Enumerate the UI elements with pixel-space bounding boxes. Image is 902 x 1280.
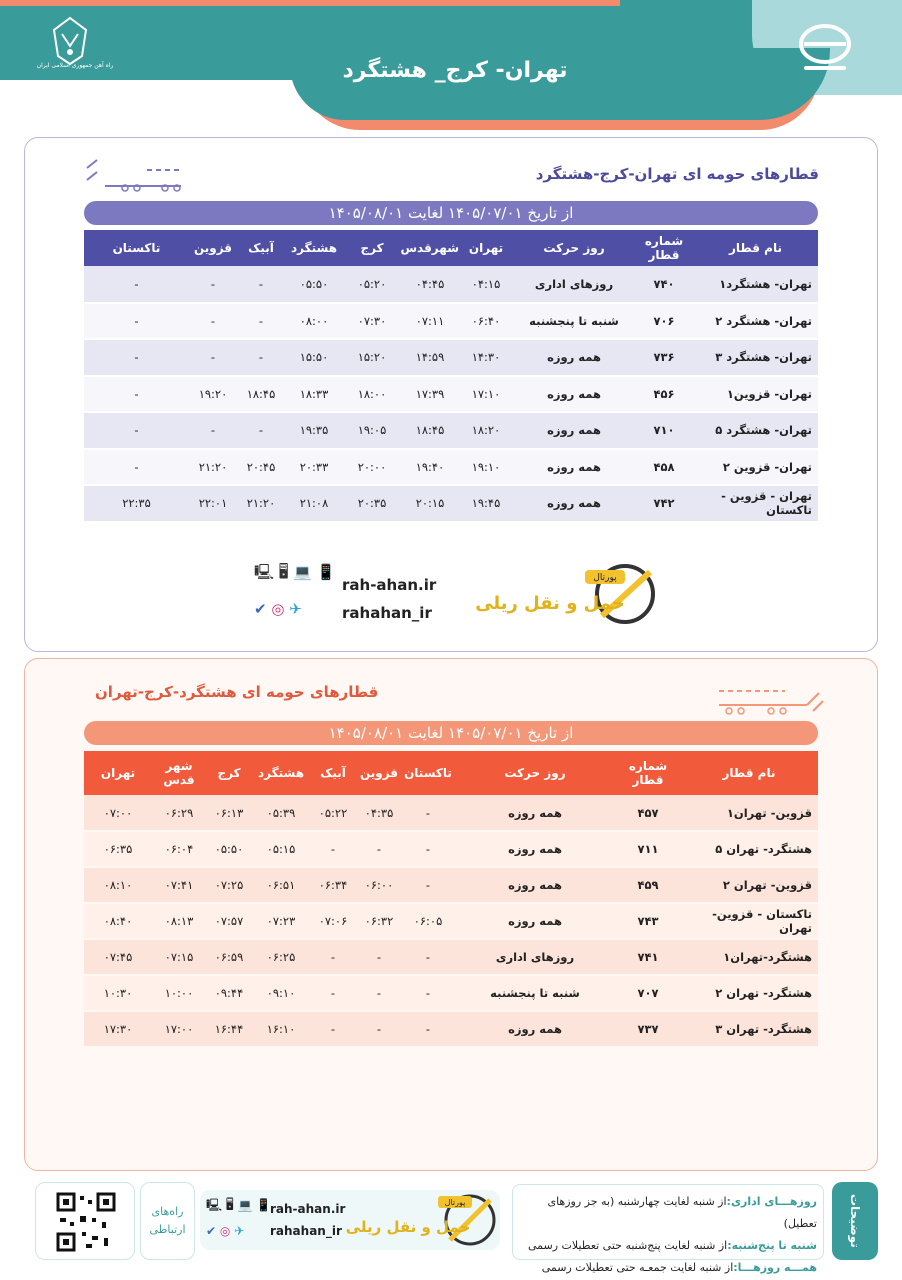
departure-time: ۱۹:۴۵ [459,485,513,522]
departure-time: - [84,449,189,486]
departure-time: - [310,1011,356,1047]
departure-time: ۰۵:۲۲ [310,795,356,831]
departure-time: - [237,412,285,449]
departure-time: ۱۷:۰۰ [152,1011,206,1047]
departure-time: - [84,303,189,340]
column-header: کرج [206,751,252,795]
departure-time: - [237,339,285,376]
departure-time: ۱۴:۵۹ [401,339,459,376]
departure-time: ۰۶:۰۰ [356,867,402,903]
train-logo-icon [790,22,860,72]
column-header: آبیک [237,230,285,266]
departure-time: ۰۷:۲۵ [206,867,252,903]
note-text: از شنبه لغایت چهارشنبه (به جز روزهای تعطیل) [547,1195,817,1230]
train-number: ۷۰۶ [635,303,693,340]
column-header: کرج [343,230,401,266]
page-title: تهران- کرج_ هشتگرد [342,58,568,83]
header-top-strip [0,0,620,6]
train-number: ۷۴۲ [635,485,693,522]
departure-time: ۱۹:۱۰ [459,449,513,486]
table-row [84,903,818,939]
departure-time: ۰۴:۳۵ [356,795,402,831]
departure-time: ۱۹:۴۰ [401,449,459,486]
departure-time: ۱۶:۱۰ [252,1011,310,1047]
table-header-row [84,230,818,266]
departure-time: ۱۰:۰۰ [152,975,206,1011]
train-number: ۷۱۱ [616,831,680,867]
departure-time: ۱۹:۲۰ [189,376,237,413]
train-name: تهران- قزوین۱ [693,376,818,413]
departure-time: ۰۷:۴۵ [84,939,152,975]
run-days: همه روزه [513,339,635,376]
departure-time: - [189,303,237,340]
run-days: همه روزه [513,449,635,486]
train-number: ۴۵۷ [616,795,680,831]
section2-timetable [84,751,818,1048]
departure-time: - [189,412,237,449]
train-number: ۴۵۶ [635,376,693,413]
qr-code[interactable] [35,1182,135,1260]
portal-label: پورتال [593,573,617,583]
departure-time: ۱۸:۴۵ [401,412,459,449]
page-footer [0,1180,902,1280]
note-line [519,1235,817,1257]
train-number: ۴۵۹ [616,867,680,903]
departure-time: - [310,939,356,975]
section1-date-range: از تاریخ ۱۴۰۵/۰۷/۰۱ لغایت ۱۴۰۵/۰۸/۰۱ [84,201,818,225]
section2-date-range: از تاریخ ۱۴۰۵/۰۷/۰۱ لغایت ۱۴۰۵/۰۸/۰۱ [84,721,818,745]
departure-time: ۰۹:۱۰ [252,975,310,1011]
departure-time: - [189,339,237,376]
departure-time: ۰۹:۴۴ [206,975,252,1011]
departure-time: - [356,1011,402,1047]
telegram-icon: ✈ [289,600,302,618]
departure-time: ۰۶:۲۵ [252,939,310,975]
departure-time: ۰۶:۰۵ [402,903,454,939]
column-header: تاکستان [84,230,189,266]
column-header: هشتگرد [285,230,343,266]
page-header [0,0,902,135]
departure-time: ۰۷:۲۳ [252,903,310,939]
departure-time: ۱۴:۳۰ [459,339,513,376]
departure-time: ۱۹:۰۵ [343,412,401,449]
table-row [84,266,818,303]
run-days: شنبه تا پنجشنبه [513,303,635,340]
table-row [84,939,818,975]
departure-time: ۲۱:۰۸ [285,485,343,522]
departure-time: ۱۸:۲۰ [459,412,513,449]
departure-time: ۰۶:۳۵ [84,831,152,867]
departure-time: - [310,975,356,1011]
run-days: همه روزه [454,795,616,831]
departure-time: - [402,975,454,1011]
train-number: ۷۱۰ [635,412,693,449]
note-line [519,1191,817,1235]
departure-time: ۰۷:۰۰ [84,795,152,831]
rail-portal-logo [345,1192,495,1248]
train-name: هشتگرد-تهران۱ [680,939,818,975]
table-row [84,975,818,1011]
train-name: هشتگرد- تهران ۵ [680,831,818,867]
train-number: ۷۴۰ [635,266,693,303]
train-number: ۷۳۷ [616,1011,680,1047]
departure-time: - [84,266,189,303]
departure-time: ۰۶:۳۲ [356,903,402,939]
departure-time: ۲۲:۳۵ [84,485,189,522]
run-days: همه روزه [513,412,635,449]
run-days: همه روزه [513,485,635,522]
departure-time: ۲۲:۰۱ [189,485,237,522]
column-header: تهران [84,751,152,795]
departure-time: ۱۷:۱۰ [459,376,513,413]
column-header: شماره قطار [635,230,693,266]
note-line [519,1257,817,1279]
table-header-row [84,751,818,795]
departure-time: - [310,831,356,867]
run-days: همه روزه [454,903,616,939]
railway-emblem-icon [50,16,90,66]
column-header: شهر قدس [152,751,206,795]
departure-time: - [84,376,189,413]
section-tehran-hashtgerd [24,137,878,652]
departure-time: ۰۷:۴۱ [152,867,206,903]
departure-time: ۱۸:۴۵ [237,376,285,413]
departure-time: ۲۰:۱۵ [401,485,459,522]
departure-time: ۱۷:۳۰ [84,1011,152,1047]
departure-time: ۰۸:۱۳ [152,903,206,939]
table-row [84,831,818,867]
column-header: روز حرکت [454,751,616,795]
table-row [84,867,818,903]
brand-name: حمل و نقل ریلی [345,1218,471,1236]
departure-time: - [356,939,402,975]
train-name: تهران- هشتگرد ۵ [693,412,818,449]
note-key: همـــه روزهـــا: [733,1261,817,1274]
departure-time: - [237,266,285,303]
qr-code-icon [56,1192,116,1252]
social-handle: rahahan_ir [270,1224,342,1238]
train-name: تهران- قزوین ۲ [693,449,818,486]
column-header: روز حرکت [513,230,635,266]
table-row [84,485,818,522]
section-hashtgerd-tehran [24,658,878,1171]
departure-time: - [356,831,402,867]
rail-portal-logo [475,564,660,628]
departure-time: ۲۰:۰۰ [343,449,401,486]
train-name: تاکستان - قزوین- تهران [680,903,818,939]
departure-time: ۱۵:۲۰ [343,339,401,376]
departure-time: ۰۷:۳۰ [343,303,401,340]
departure-time: ۰۵:۵۰ [285,266,343,303]
instagram-icon: ◎ [219,1224,231,1238]
social-handle: rahahan_ir [342,604,432,622]
table-row [84,449,818,486]
departure-time: - [402,795,454,831]
run-days: شنبه تا پنجشنبه [454,975,616,1011]
check-icon: ✔ [206,1224,217,1238]
table-row [84,795,818,831]
departure-time: ۰۴:۱۵ [459,266,513,303]
footer-promo [200,1190,500,1250]
section1-title: قطارهای حومه ای تهران-کرج-هشتگرد [535,165,819,183]
section1-timetable [84,230,818,523]
train-name: هشتگرد- تهران ۳ [680,1011,818,1047]
column-header: قزوین [189,230,237,266]
train-number: ۷۴۳ [616,903,680,939]
site-url[interactable]: rah-ahan.ir [342,576,437,594]
departure-time: ۲۱:۲۰ [189,449,237,486]
table-row [84,339,818,376]
column-header: تهران [459,230,513,266]
site-url[interactable]: rah-ahan.ir [270,1202,346,1216]
departure-time: ۱۷:۳۹ [401,376,459,413]
departure-time: ۰۴:۴۵ [401,266,459,303]
departure-time: - [402,939,454,975]
column-header: شماره قطار [616,751,680,795]
departure-time: ۰۷:۵۷ [206,903,252,939]
departure-time: - [402,867,454,903]
departure-time: ۰۷:۱۱ [401,303,459,340]
run-days: همه روزه [513,376,635,413]
column-header: آبیک [310,751,356,795]
note-key: روزهـــای اداری: [726,1195,817,1208]
social-icons [254,600,302,618]
departure-time: ۰۶:۳۴ [310,867,356,903]
section2-title: قطارهای حومه ای هشتگرد-کرج-تهران [95,683,379,701]
devices-icon: 🖳 🖥 💻 📱 [254,563,336,581]
run-days: همه روزه [454,831,616,867]
departure-time: - [84,339,189,376]
departure-time: ۲۱:۲۰ [237,485,285,522]
departure-time: ۱۸:۳۳ [285,376,343,413]
column-header: نام قطار [693,230,818,266]
train-number: ۴۵۸ [635,449,693,486]
departure-time: ۰۷:۰۶ [310,903,356,939]
departure-time: ۱۹:۳۵ [285,412,343,449]
departure-time: ۰۷:۱۵ [152,939,206,975]
departure-time: ۰۶:۵۱ [252,867,310,903]
column-header: شهرقدس [401,230,459,266]
departure-time: ۲۰:۳۳ [285,449,343,486]
departure-time: ۰۶:۰۴ [152,831,206,867]
train-track-icon [85,156,185,196]
departure-time: ۱۶:۴۴ [206,1011,252,1047]
table-row [84,1011,818,1047]
departure-time: - [189,266,237,303]
train-name: تهران- هشتگرد ۳ [693,339,818,376]
table-row [84,412,818,449]
train-track-icon [715,681,825,721]
departure-time: ۰۶:۴۰ [459,303,513,340]
column-header: هشتگرد [252,751,310,795]
portal-label: پورتال [444,1198,466,1207]
run-days: روزهای اداری [454,939,616,975]
departure-time: ۱۵:۵۰ [285,339,343,376]
departure-time: ۰۵:۱۵ [252,831,310,867]
train-number: ۷۳۶ [635,339,693,376]
departure-time: ۰۵:۲۰ [343,266,401,303]
departure-time: ۰۸:۴۰ [84,903,152,939]
devices-icon: 🖳 🖥 💻 📱 [206,1198,272,1212]
departure-time: ۰۵:۵۰ [206,831,252,867]
run-days: روزهای اداری [513,266,635,303]
departure-time: - [237,303,285,340]
note-key: شنبه تا پنج‌شنبه: [727,1239,817,1252]
notes-box [512,1184,824,1274]
departure-time: ۰۸:۰۰ [285,303,343,340]
promo-block [250,558,650,633]
note-text: از شنبه لغایت جمعـه حتی تعطیلات رسمی [541,1261,734,1274]
table-row [84,303,818,340]
column-header: تاکستان [402,751,454,795]
train-name: هشتگرد- تهران ۲ [680,975,818,1011]
train-name: تهران - قزوین - تاکستان [693,485,818,522]
departure-time: - [402,1011,454,1047]
train-name: تهران- هشتگرد۱ [693,266,818,303]
departure-time: ۲۰:۳۵ [343,485,401,522]
departure-time: ۰۵:۳۹ [252,795,310,831]
social-icons [206,1224,244,1238]
departure-time: ۰۶:۵۹ [206,939,252,975]
departure-time: ۰۸:۱۰ [84,867,152,903]
train-number: ۷۴۱ [616,939,680,975]
telegram-icon: ✈ [234,1224,245,1238]
train-name: قزوین- تهران ۲ [680,867,818,903]
instagram-icon: ◎ [271,600,285,618]
departure-time: ۰۶:۱۳ [206,795,252,831]
contact-label: راه‌های ارتباطی [140,1182,195,1260]
train-name: تهران- هشتگرد ۲ [693,303,818,340]
departure-time: - [402,831,454,867]
departure-time: ۰۶:۲۹ [152,795,206,831]
train-number: ۷۰۷ [616,975,680,1011]
column-header: نام قطار [680,751,818,795]
run-days: همه روزه [454,867,616,903]
run-days: همه روزه [454,1011,616,1047]
column-header: قزوین [356,751,402,795]
notes-title: توضیحات [832,1182,878,1260]
table-row [84,376,818,413]
departure-time: ۱۸:۰۰ [343,376,401,413]
departure-time: - [84,412,189,449]
train-name: قزوین- تهران۱ [680,795,818,831]
departure-time: ۱۰:۳۰ [84,975,152,1011]
note-text: از شنبه لغایت پنج‌شنبه حتی تعطیلات رسمی [528,1239,728,1252]
departure-time: ۲۰:۴۵ [237,449,285,486]
departure-time: - [356,975,402,1011]
check-icon: ✔ [254,600,267,618]
org-name: راه آهن جمهوری اسلامی ایران [36,62,114,69]
brand-name: حمل و نقل ریلی [475,593,625,614]
